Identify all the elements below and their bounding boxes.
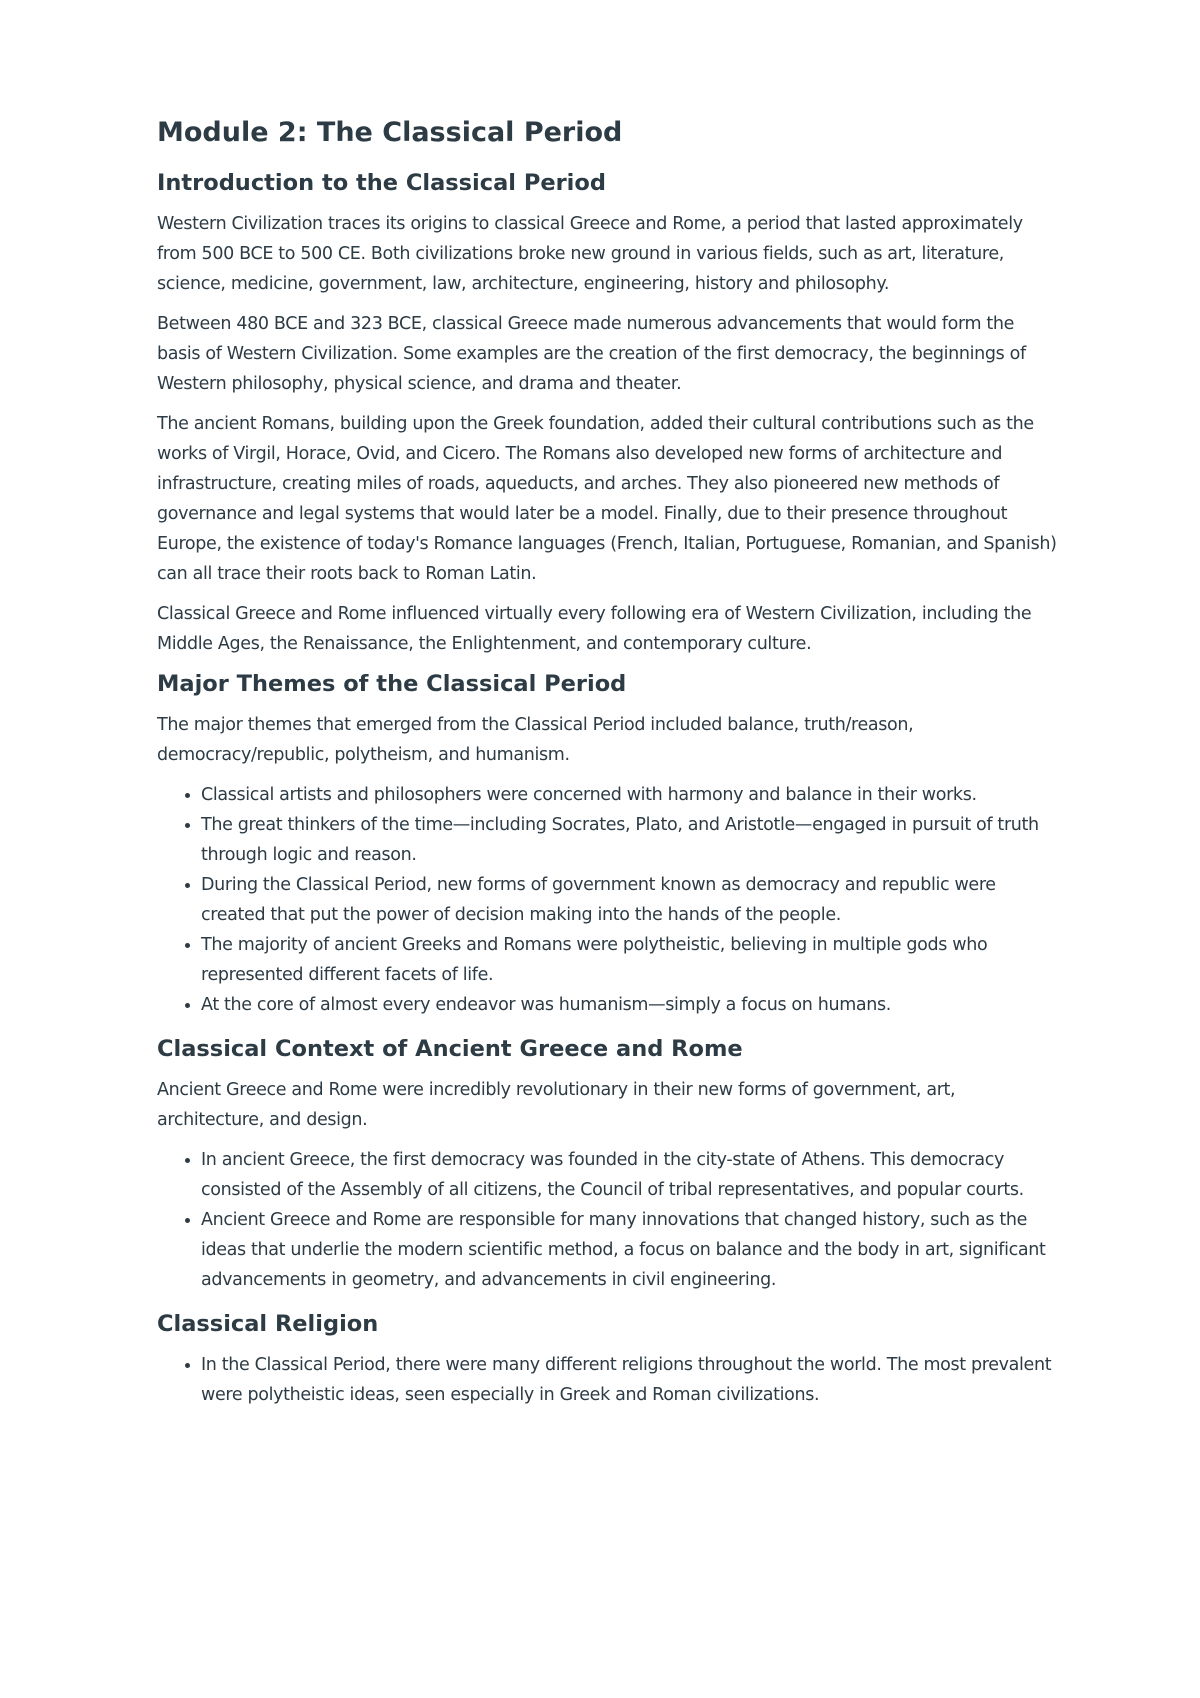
paragraph: Classical Greece and Rome influenced virtually every following era of Western Civilization, including the Middle Ages, the Renaissance, the Enlightenment, and contemporary culture. bbox=[157, 604, 1032, 654]
list-item: • In ancient Greece, the first democracy was founded in the city-state of Athens. This democracy consisted of the Assembly of all citizens, the Council of tribal representatives, and popular courts. bbox=[201, 1145, 1057, 1205]
bullet-list bbox=[157, 1145, 1057, 1295]
paragraph: The major themes that emerged from the Classical Period included balance, truth/reason, democracy/republic, polytheism, and humanism. bbox=[157, 715, 914, 765]
section-heading: Classical Religion bbox=[157, 1311, 379, 1337]
bullet-list bbox=[157, 780, 1057, 1020]
section-introduction bbox=[157, 168, 1057, 659]
bullet-list bbox=[157, 1350, 1057, 1410]
list-item: • Ancient Greece and Rome are responsible for many innovations that changed history, such as the ideas that underlie the modern scientific method, a focus on balance and the body in art, significant advancements in geometry, and advancements in civil engineering. bbox=[201, 1205, 1057, 1295]
list-item: • At the core of almost every endeavor was humanism—simply a focus on humans. bbox=[201, 990, 1057, 1020]
list-item: • In the Classical Period, there were many different religions throughout the world. The most prevalent were polytheistic ideas, seen especially in Greek and Roman civilizations. bbox=[201, 1350, 1057, 1410]
document-page bbox=[157, 116, 1057, 1424]
list-item: • During the Classical Period, new forms of government known as democracy and republic were created that put the power of decision making into the hands of the people. bbox=[201, 870, 1057, 930]
section-heading: Classical Context of Ancient Greece and Rome bbox=[157, 1036, 743, 1062]
section-classical-context bbox=[157, 1034, 1057, 1295]
page-title: Module 2: The Classical Period bbox=[157, 117, 623, 148]
section-classical-religion bbox=[157, 1309, 1057, 1410]
paragraph: Ancient Greece and Rome were incredibly revolutionary in their new forms of government, art, architecture, and design. bbox=[157, 1080, 956, 1130]
section-major-themes bbox=[157, 669, 1057, 1020]
section-heading: Major Themes of the Classical Period bbox=[157, 671, 627, 697]
list-item: • The great thinkers of the time—including Socrates, Plato, and Aristotle—engaged in pursuit of truth through logic and reason. bbox=[201, 810, 1057, 870]
list-item: • Classical artists and philosophers were concerned with harmony and balance in their works. bbox=[201, 780, 1057, 810]
paragraph: Western Civilization traces its origins to classical Greece and Rome, a period that lasted approximately from 500 BCE to 500 CE. Both civilizations broke new ground in various fields, such as art, literature, science, medicine, government, law, architecture, engineering, history and philosophy. bbox=[157, 214, 1023, 294]
section-heading: Introduction to the Classical Period bbox=[157, 170, 606, 196]
list-item: • The majority of ancient Greeks and Romans were polytheistic, believing in multiple gods who represented different facets of life. bbox=[201, 930, 1057, 990]
paragraph: Between 480 BCE and 323 BCE, classical Greece made numerous advancements that would form the basis of Western Civilization. Some examples are the creation of the first democracy, the beginnings of Western philosophy, physical science, and drama and theater. bbox=[157, 314, 1026, 394]
paragraph: The ancient Romans, building upon the Greek foundation, added their cultural contributions such as the works of Virgil, Horace, Ovid, and Cicero. The Romans also developed new forms of architecture and infrastructure, creating miles of roads, aqueducts, and arches. They also pioneered new methods of governance and legal systems that would later be a model. Finally, due to their presence throughout Europe, the existence of today's Romance languages (French, Italian, Portuguese, Romanian, and Spanish) can all trace their roots back to Roman Latin. bbox=[157, 414, 1057, 584]
